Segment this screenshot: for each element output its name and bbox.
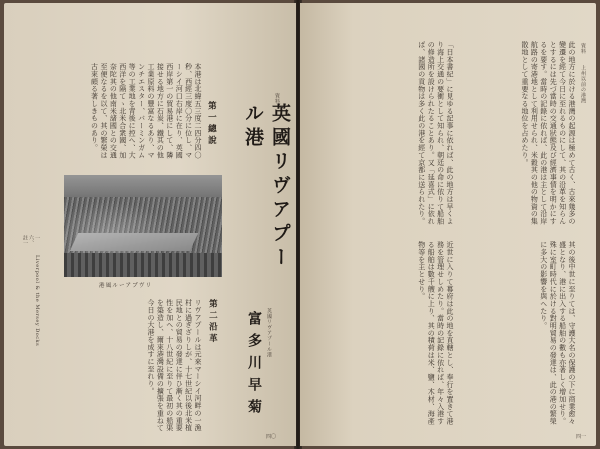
photo-sky	[64, 175, 222, 197]
section1-text: 本港は北緯五三度二四分四〇秒、西經三度〇分に位し、マーシイ河口右岸に在り、英國西岸第一の貿易港にして、隣接せる地方に石炭、鐵其の他工業原料の豐富なるあり、マンチエスター、バーミンガム等の工業地を背後に控へ、大西洋を隔てゝ北米合衆國、加奈陀其の他南米諸國との交通至便なるを以て、其の繁榮は古來頗る著しきものあり。	[90, 63, 202, 159]
right-running-head-label: 資料	[580, 43, 586, 54]
left-page-number: 四〇	[266, 434, 277, 440]
right-page	[300, 3, 596, 446]
right-running-head-title: 上州以前の港灣	[580, 65, 586, 104]
photo-river	[70, 233, 198, 251]
right-page-number: 四一	[576, 434, 587, 440]
article-author: 富多川早菊	[246, 311, 262, 421]
figure-side-caption: Liverpool & the Mersey Docks	[34, 255, 40, 347]
body-column-2: 「日本書紀」に見ゆる記事に依れば、此の地方は早くより海上交通の要衝として知られ、朝廷の命に依りて船舶の修造所を設けられたることあり。又「延喜式」に依れば、諸國の貢物は多く此の港を經て京都に送られたり。	[417, 41, 454, 225]
section2-text: リヴアプールは元來マーシイ河畔の一漁村に過ぎざりしが、十七世紀以後北米植民地との貿易の發達に伴ひ漸く其の重要性を加へ、十八世紀に至りて最初の船渠を築造し、爾來港灣設備の擴張を重ねて今日の大港を成すに至れり。	[146, 299, 202, 432]
left-running-head-label: 資料	[274, 93, 280, 104]
figure-number: 一六、註一	[22, 235, 40, 246]
body-column-3: 其の後中世に至りては、守護大名の保護の下に商業愈々盛となり、港に出入する船舶の數も亦著しく增加せり。殊に室町時代に於ける對明貿易の發達は、此の港の繁榮に多大の影響を與へたり。	[539, 241, 576, 425]
photo-docks	[64, 253, 222, 277]
left-page	[4, 3, 296, 446]
article-title: 英國リヴアプール港	[242, 103, 291, 271]
body-column-4: 近世に入りて幕府は此の地を直轄とし、奉行を置きて港務を管理せしめたり。當時の記錄に依れば、年々入港する船舶は數千艘に上り、其の積荷は米、鹽、木材、海產物等を主とせり。	[417, 241, 454, 425]
body-column-1: 此の地方に於ける港灣の起源は極めて古く、古來幾多の變遷を經て今日に至れるものにして、其の沿革を知らんとするには先づ當時の交通狀態及び經濟事情を明かにするを要す。當時の記錄に依れば、此の港は主として沿岸航路の寄港地として利用せられ、米穀其の他の物資の集散地として重要なる地位を占めたり。	[520, 41, 576, 225]
left-running-head-title: 英國リヴアプール港	[266, 308, 272, 358]
section2-heading: 第二沿革	[207, 299, 218, 345]
harbour-photograph	[64, 175, 222, 277]
photo-caption: 港風ルーアプヴリ	[99, 283, 153, 289]
section1-heading: 第一總說	[206, 101, 217, 147]
